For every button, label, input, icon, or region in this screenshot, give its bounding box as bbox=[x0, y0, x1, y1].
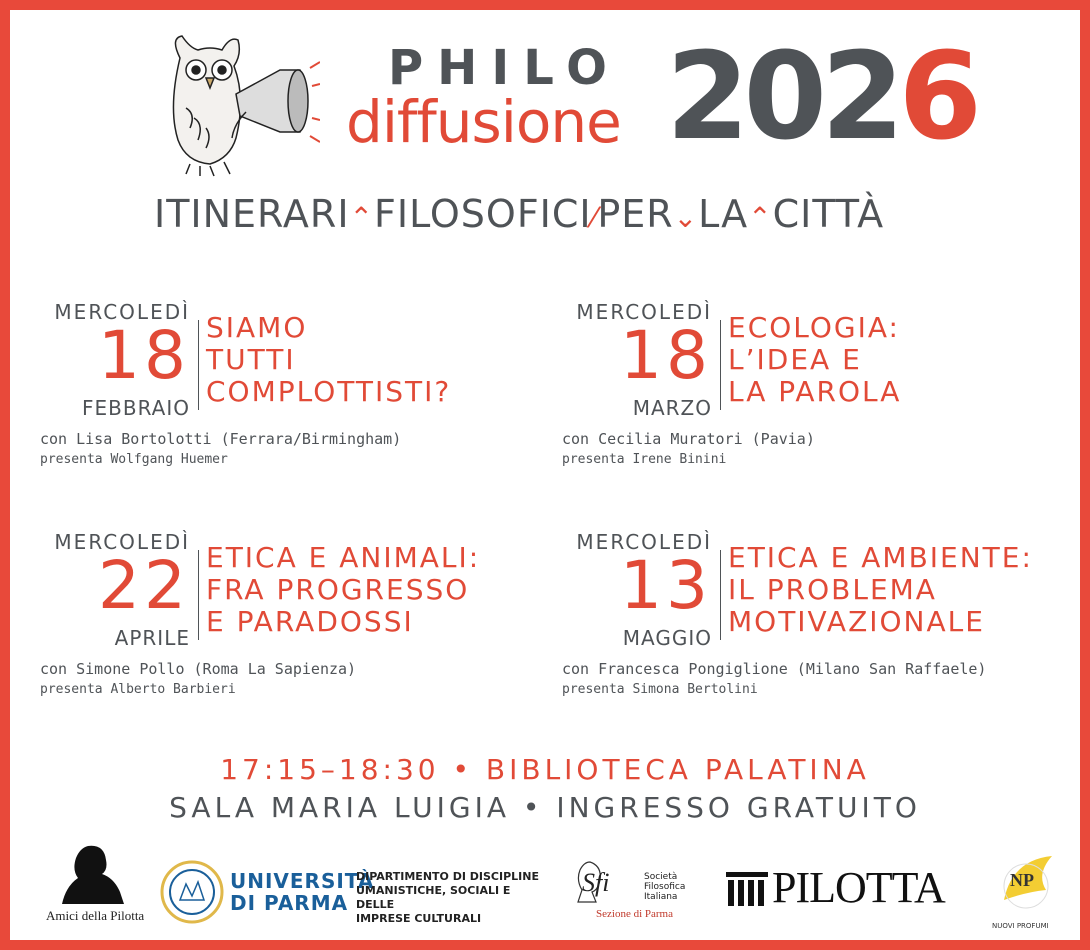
sfi-society-line: Italiana bbox=[644, 892, 678, 902]
event-title-line: COMPLOTTISTI? bbox=[206, 375, 452, 408]
university-name bbox=[230, 870, 374, 914]
department-line: DIPARTIMENTO DI DISCIPLINE bbox=[356, 870, 539, 883]
event-divider bbox=[198, 320, 199, 410]
year-prefix: 202 bbox=[666, 28, 899, 167]
department-name bbox=[356, 870, 546, 926]
event-title-line: MOTIVAZIONALE bbox=[728, 605, 985, 638]
universita-di-parma-logo bbox=[160, 858, 550, 928]
np-name: NUOVI PROFUMI bbox=[992, 922, 1049, 930]
event-month: APRILE bbox=[114, 626, 190, 650]
event-weekday: MERCOLEDÌ bbox=[54, 530, 190, 554]
event-title bbox=[206, 542, 526, 638]
event-title-line: FRA PROGRESSO bbox=[206, 573, 470, 606]
event-card bbox=[562, 300, 1042, 480]
event-title-line: LA PAROLA bbox=[728, 375, 902, 408]
event-day: 13 bbox=[620, 547, 712, 624]
owl-megaphone-illustration bbox=[150, 28, 320, 178]
event-speaker: con Cecilia Muratori (Pavia) bbox=[562, 430, 815, 448]
event-day: 22 bbox=[98, 547, 190, 624]
sfi-sezione-parma-logo bbox=[574, 858, 704, 928]
amici-logo-text: Amici della Pilotta bbox=[46, 908, 145, 923]
year-last-digit: 6 bbox=[898, 28, 976, 167]
event-title bbox=[728, 312, 1048, 408]
event-title-line: ETICA E AMBIENTE: bbox=[728, 541, 1033, 574]
philo-wordmark: PHILO bbox=[388, 40, 621, 96]
event-weekday: MERCOLEDÌ bbox=[576, 530, 712, 554]
event-title-line: SIAMO bbox=[206, 311, 308, 344]
event-presenter: presenta Simona Bertolini bbox=[562, 682, 758, 697]
separator-tick-icon: ⌄ bbox=[673, 201, 699, 234]
sfi-society-line: Società bbox=[644, 872, 678, 882]
event-title-line: ETICA E ANIMALI: bbox=[206, 541, 481, 574]
subtitle-word: FILOSOFICI bbox=[374, 192, 592, 236]
event-title bbox=[206, 312, 526, 408]
sfi-society-name bbox=[644, 872, 685, 902]
subtitle-word: ITINERARI bbox=[154, 192, 350, 236]
event-month: MARZO bbox=[632, 396, 712, 420]
bust-silhouette-icon bbox=[58, 842, 128, 904]
colonnade-icon bbox=[726, 872, 768, 906]
event-presenter: presenta Wolfgang Huemer bbox=[40, 452, 228, 467]
sfi-mark: Sfi bbox=[582, 868, 610, 897]
university-name-line: UNIVERSITÀ bbox=[230, 869, 375, 893]
event-presenter: presenta Irene Binini bbox=[562, 452, 727, 467]
university-seal-icon bbox=[160, 860, 224, 924]
nuovi-profumi-logo bbox=[990, 846, 1060, 936]
event-speaker: con Lisa Bortolotti (Ferrara/Birmingham) bbox=[40, 430, 402, 448]
separator-tick-icon: ⌃ bbox=[748, 201, 773, 234]
event-day: 18 bbox=[98, 317, 190, 394]
event-title-line: TUTTI bbox=[206, 343, 296, 376]
event-divider bbox=[720, 550, 721, 640]
edition-year bbox=[666, 28, 976, 167]
event-divider bbox=[720, 320, 721, 410]
event-title-line: IL PROBLEMA bbox=[728, 573, 937, 606]
subtitle-word: LA bbox=[698, 192, 749, 236]
pilotta-wordmark: PILOTTA bbox=[772, 863, 945, 912]
event-title-line: ECOLOGIA: bbox=[728, 311, 900, 344]
event-presenter: presenta Alberto Barbieri bbox=[40, 682, 236, 697]
event-title-line: L’IDEA E bbox=[728, 343, 862, 376]
event-title bbox=[728, 542, 1048, 638]
event-month: FEBBRAIO bbox=[82, 396, 190, 420]
event-day: 18 bbox=[620, 317, 712, 394]
event-speaker: con Francesca Pongiglione (Milano San Raffaele) bbox=[562, 660, 987, 678]
event-card bbox=[40, 300, 520, 480]
event-card bbox=[562, 530, 1072, 710]
sfi-section: Sezione di Parma bbox=[596, 908, 673, 920]
sfi-society-line: Filosofica bbox=[644, 882, 686, 892]
university-name-line: DI PARMA bbox=[230, 891, 349, 915]
separator-tick-icon: ⌃ bbox=[349, 201, 374, 234]
subtitle-itinerari bbox=[154, 192, 884, 236]
separator-tick-icon: ⁄ bbox=[591, 201, 598, 234]
room-entry-line: SALA MARIA LUIGIA • INGRESSO GRATUITO bbox=[169, 791, 921, 824]
event-month: MAGGIO bbox=[622, 626, 712, 650]
subtitle-word: CITTÀ bbox=[772, 192, 885, 236]
event-divider bbox=[198, 550, 199, 640]
department-line: IMPRESE CULTURALI bbox=[356, 912, 482, 925]
event-card bbox=[40, 530, 520, 710]
subtitle-word: PER bbox=[597, 192, 674, 236]
event-title-line: E PARADOSSI bbox=[206, 605, 414, 638]
time-venue-line: 17:15–18:30 • BIBLIOTECA PALATINA bbox=[220, 753, 870, 786]
amici-della-pilotta-logo bbox=[40, 842, 150, 928]
event-weekday: MERCOLEDÌ bbox=[54, 300, 190, 324]
np-mark: NP bbox=[1010, 870, 1034, 890]
event-weekday: MERCOLEDÌ bbox=[576, 300, 712, 324]
department-line: UMANISTICHE, SOCIALI E DELLE bbox=[356, 884, 511, 911]
diffusione-wordmark: diffusione bbox=[346, 88, 621, 156]
event-speaker: con Simone Pollo (Roma La Sapienza) bbox=[40, 660, 357, 678]
